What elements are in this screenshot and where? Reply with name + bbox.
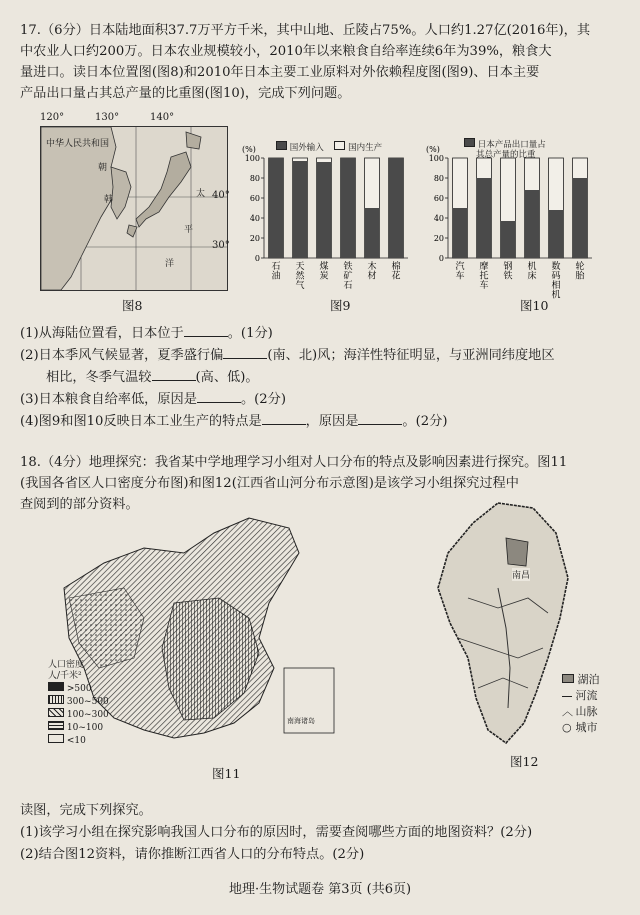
q17-line-4: 产品出口量占其总产量的比重图(图10)，完成下列问题。 [20, 86, 351, 101]
map8-lon-140: 140° [150, 112, 175, 123]
map11-legend-item-2: 300~500 [48, 695, 109, 708]
q17-sub-1-blank[interactable] [184, 322, 228, 337]
fig10-legend-swatch [464, 138, 475, 147]
fig10-cat-4-3: 机 [551, 290, 561, 300]
q17-sub-3-text: (3)日本粮食自给率低，原因是 [20, 392, 197, 407]
q17-sub-4-mid: ，原因是 [305, 414, 359, 429]
q17-sub-2b-text: 相比，冬季气温较 [46, 370, 152, 385]
fig10-cat-5-0: 轮 [575, 262, 585, 272]
fig9-legend-swatch-domestic [334, 141, 345, 150]
fig10-bar-5 [573, 178, 588, 258]
q18-line-3: 查阅到的部分资料。 [20, 497, 139, 512]
map8-label-chao: 朝 [98, 163, 108, 173]
fig9-cat-5-1: 花 [391, 271, 401, 282]
map12-legend-river: 河流 [562, 688, 600, 704]
map11-inset-label: 南海诸岛 [287, 717, 315, 725]
fig10-bar-3 [525, 190, 540, 258]
q17-sub-1 [20, 322, 620, 344]
fig9-ylabel: (%) [242, 145, 256, 154]
fig9-cat-2-0: 煤 [319, 262, 329, 272]
q17-line-2: 中农业人口约200万。日本农业规模较小，2010年以来粮食自给率连续6年为39%，粮食大 [20, 44, 552, 59]
map8-label-ping: 平 [184, 225, 194, 235]
q17-sub-3 [20, 388, 620, 410]
fig10-bar-4 [549, 210, 564, 258]
q17-sub-2b-after: (高、低)。 [195, 370, 259, 385]
fig10-cat-4-1: 码 [551, 271, 561, 282]
fig9-bar-5 [389, 158, 404, 258]
q17-sub-1-after: 。(1分) [227, 326, 273, 341]
q17-sub-4 [20, 410, 620, 432]
fig10-bar-2 [501, 221, 516, 258]
figure-11-caption: 图11 [212, 766, 241, 781]
page-footer: 地理·生物试题卷 第3页 (共6页) [228, 882, 412, 897]
fig9-bar-3 [341, 158, 356, 258]
fig9-cat-1-1: 然 [295, 271, 305, 282]
map11-legend-unit: 人/千米² [48, 671, 82, 681]
fig9-cat-3-2: 石 [343, 281, 353, 291]
fig10-cat-2-1: 铁 [503, 271, 513, 282]
fig9-bar-0 [269, 158, 284, 258]
fig9-cat-4-1: 材 [367, 271, 377, 282]
fig10-cat-1-2: 车 [479, 281, 489, 291]
fig10-cat-0-1: 车 [455, 271, 465, 282]
fig10-cat-5-1: 胎 [575, 271, 585, 282]
fig9-cat-2-1: 炭 [319, 271, 329, 282]
figure-8-japan-map [40, 126, 228, 291]
q17-sub-3-blank[interactable] [197, 388, 241, 403]
q17-sub-4-after: 。(2分) [402, 414, 448, 429]
map8-label-yang: 洋 [165, 259, 175, 269]
q18-tasks [20, 800, 620, 866]
map11-legend-item-4: 10~100 [48, 721, 109, 734]
fig9-ytick-1: 20 [249, 234, 260, 243]
q17-sub-2-mid: (南、北)风；海洋性特征明显，与亚洲同纬度地区 [267, 348, 555, 363]
fig10-legend-line-2: 其总产量的比重 [476, 150, 536, 160]
q17-subquestions [20, 322, 620, 432]
q17-line-3: 量进口。读日本位置图(图8)和2010年日本主要工业原料对外依赖程度图(图9)、日本主要 [20, 65, 540, 80]
figure-8-caption: 图8 [122, 298, 143, 313]
figure-10-caption: 图10 [520, 298, 549, 313]
map12-legend-city: ○ 城市 [562, 721, 598, 734]
fig9-cat-0-0: 石 [271, 262, 281, 272]
figure-12-jiangxi-map [428, 498, 578, 748]
fig9-cat-5-0: 棉 [391, 262, 401, 272]
fig9-legend-swatch-import [276, 141, 287, 150]
figure-10-chart [422, 140, 600, 300]
map11-legend [48, 660, 109, 747]
q17-sub-2b [20, 366, 620, 388]
q17-sub-3-after: 。(2分) [240, 392, 286, 407]
fig10-ytick-0: 0 [438, 254, 444, 263]
fig10-cat-1-0: 摩 [479, 262, 489, 272]
fig10-cat-3-1: 床 [527, 271, 537, 282]
fig10-legend-line-1: 日本产品出口量占 [477, 140, 546, 150]
q18-tail-1: 读图，完成下列探究。 [20, 803, 152, 818]
figure-9-caption: 图9 [330, 298, 351, 313]
fig10-bar-0 [453, 208, 468, 258]
q18-line-1: 18.（4分）地理探究：我省某中学地理学习小组对人口分布的特点及影响因素进行探究。图11 [20, 455, 568, 470]
map12-lake-label: 南昌 [512, 568, 530, 581]
fig10-ytick-5: 100 [428, 154, 444, 163]
fig10-ylabel: (%) [426, 145, 440, 154]
q18-line-2: (我国各省区人口密度分布图)和图12(江西省山河分布示意图)是该学习小组探究过程中 [20, 476, 519, 491]
q17-sub-4-blank-2[interactable] [358, 410, 402, 425]
figure-9-chart [238, 140, 416, 300]
q17-sub-2b-blank[interactable] [152, 366, 196, 381]
q17-line-1: 17.（6分）日本陆地面积37.7万平方千米，其中山地、丘陵占75%。人口约1.27亿(2016年)，其 [20, 23, 591, 38]
fig9-legend-import: 国外输入 [289, 143, 324, 153]
fig9-cat-3-1: 矿 [343, 271, 353, 282]
fig9-bar-1 [293, 161, 308, 258]
map11-legend-item-3: 100~300 [48, 708, 109, 721]
map8-lat-40: 40° [212, 190, 230, 201]
fig10-ytick-1: 20 [433, 234, 444, 243]
fig9-ytick-2: 40 [249, 214, 260, 223]
map11-legend-item-5: <10 [48, 734, 109, 747]
q17-stem [20, 20, 620, 104]
fig9-cat-0-1: 油 [271, 271, 281, 282]
map11-legend-title: 人口密度 [48, 660, 85, 670]
q18-tail-2: (1)该学习小组在探究影响我国人口分布的原因时，需要查阅哪些方面的地图资料？(2分) [20, 825, 533, 840]
fig9-ytick-4: 80 [249, 174, 260, 183]
map8-lat-30: 30° [212, 240, 230, 251]
fig9-bar-2 [317, 162, 332, 258]
fig9-legend-domestic: 国内生产 [348, 143, 383, 153]
fig9-ytick-5: 100 [244, 154, 260, 163]
map11-legend-item-1: >500 [48, 682, 109, 695]
q17-sub-4-text: (4)图9和图10反映日本工业生产的特点是 [20, 414, 262, 429]
fig9-ytick-3: 60 [249, 194, 260, 203]
map8-lon-120: 120° [40, 112, 65, 123]
fig10-legend [464, 138, 546, 160]
map8-label-china: 中华人民共和国 [46, 139, 110, 149]
fig9-cat-3-0: 铁 [343, 262, 353, 272]
fig9-cat-1-2: 气 [295, 281, 305, 291]
map12-legend-mountain: ︿ 山脉 [562, 705, 598, 718]
fig9-cat-1-0: 天 [295, 262, 305, 272]
map12-legend [562, 672, 600, 736]
fig9-bar-4 [365, 208, 380, 258]
fig10-cat-4-2: 相 [551, 281, 561, 291]
fig10-bar-1 [477, 178, 492, 258]
q18-tail-3: (2)结合图12资料，请你推断江西省人口的分布特点。(2分) [20, 847, 365, 862]
fig9-legend [276, 141, 382, 153]
fig9-ytick-0: 0 [254, 254, 260, 263]
q17-sub-2-blank[interactable] [223, 344, 267, 359]
q17-sub-2 [20, 344, 620, 366]
fig10-cat-3-0: 机 [527, 262, 537, 272]
fig9-cat-4-0: 木 [367, 262, 377, 272]
fig10-ytick-2: 40 [433, 214, 444, 223]
q17-sub-4-blank-1[interactable] [262, 410, 306, 425]
map8-label-tai: 太 [196, 189, 206, 199]
map8-label-han: 韩 [104, 195, 114, 205]
fig10-cat-0-0: 汽 [455, 262, 465, 272]
map12-legend-lake: 湖泊 [562, 672, 600, 688]
q17-sub-2-text: (2)日本季风气候显著，夏季盛行偏 [20, 348, 224, 363]
fig10-ytick-3: 60 [433, 194, 444, 203]
fig10-cat-2-0: 钢 [503, 262, 513, 272]
fig10-cat-4-0: 数 [551, 262, 561, 272]
map8-lon-130: 130° [95, 112, 120, 123]
fig10-ytick-4: 80 [433, 174, 444, 183]
figure-12-caption: 图12 [510, 754, 539, 769]
fig10-cat-1-1: 托 [479, 271, 489, 282]
q17-sub-1-text: (1)从海陆位置看，日本位于 [20, 326, 184, 341]
